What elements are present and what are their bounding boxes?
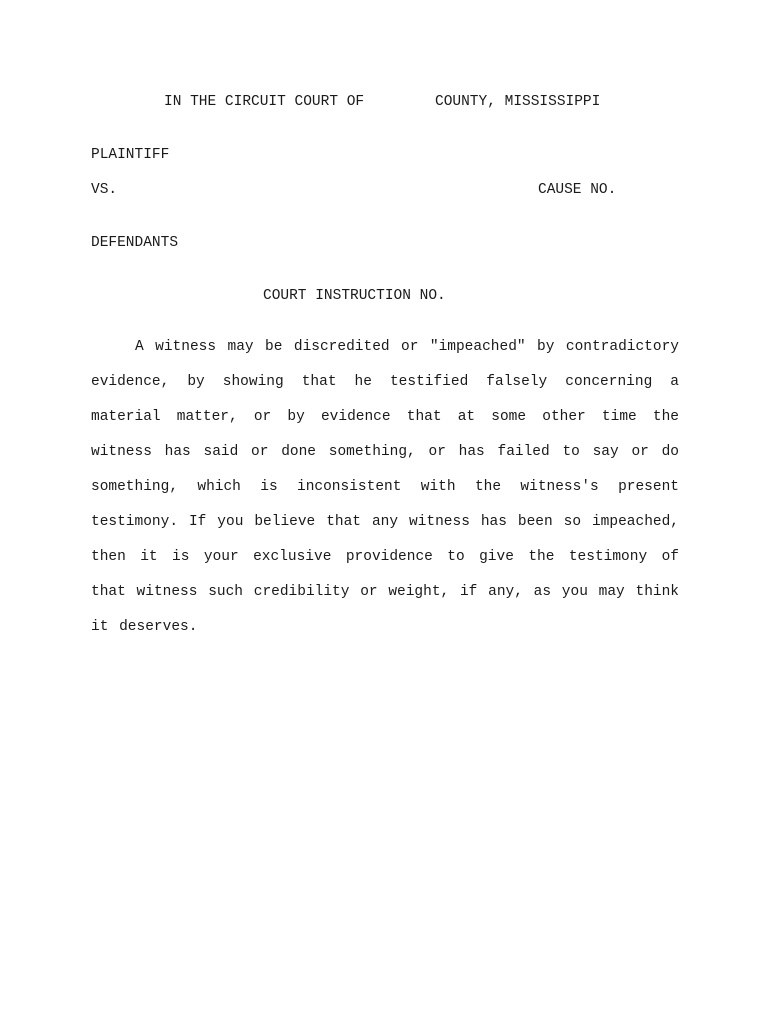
cause-number-label: CAUSE NO. bbox=[538, 182, 617, 198]
court-heading-prefix: IN THE CIRCUIT COURT OF bbox=[164, 94, 365, 110]
instruction-body: A witness may be discredited or "impeached" by contradictory evidence, by showing that he testified falsely concerning a material matter, or by evidence that at some other time the witness has said or done something, or has failed to say or do something, which is inconsistent with the witness's present testimony. If you believe that any witness has been so impeached, then it is your exclusive providence to give the testimony of that witness such credibility or weight, if any, as you may think it deserves. bbox=[91, 339, 679, 635]
versus-label: VS. bbox=[91, 182, 118, 198]
court-heading-suffix: COUNTY, MISSISSIPPI bbox=[435, 94, 601, 110]
defendants-label: DEFENDANTS bbox=[91, 235, 179, 251]
plaintiff-label: PLAINTIFF bbox=[91, 147, 170, 163]
instruction-title: COURT INSTRUCTION NO. bbox=[263, 288, 446, 304]
